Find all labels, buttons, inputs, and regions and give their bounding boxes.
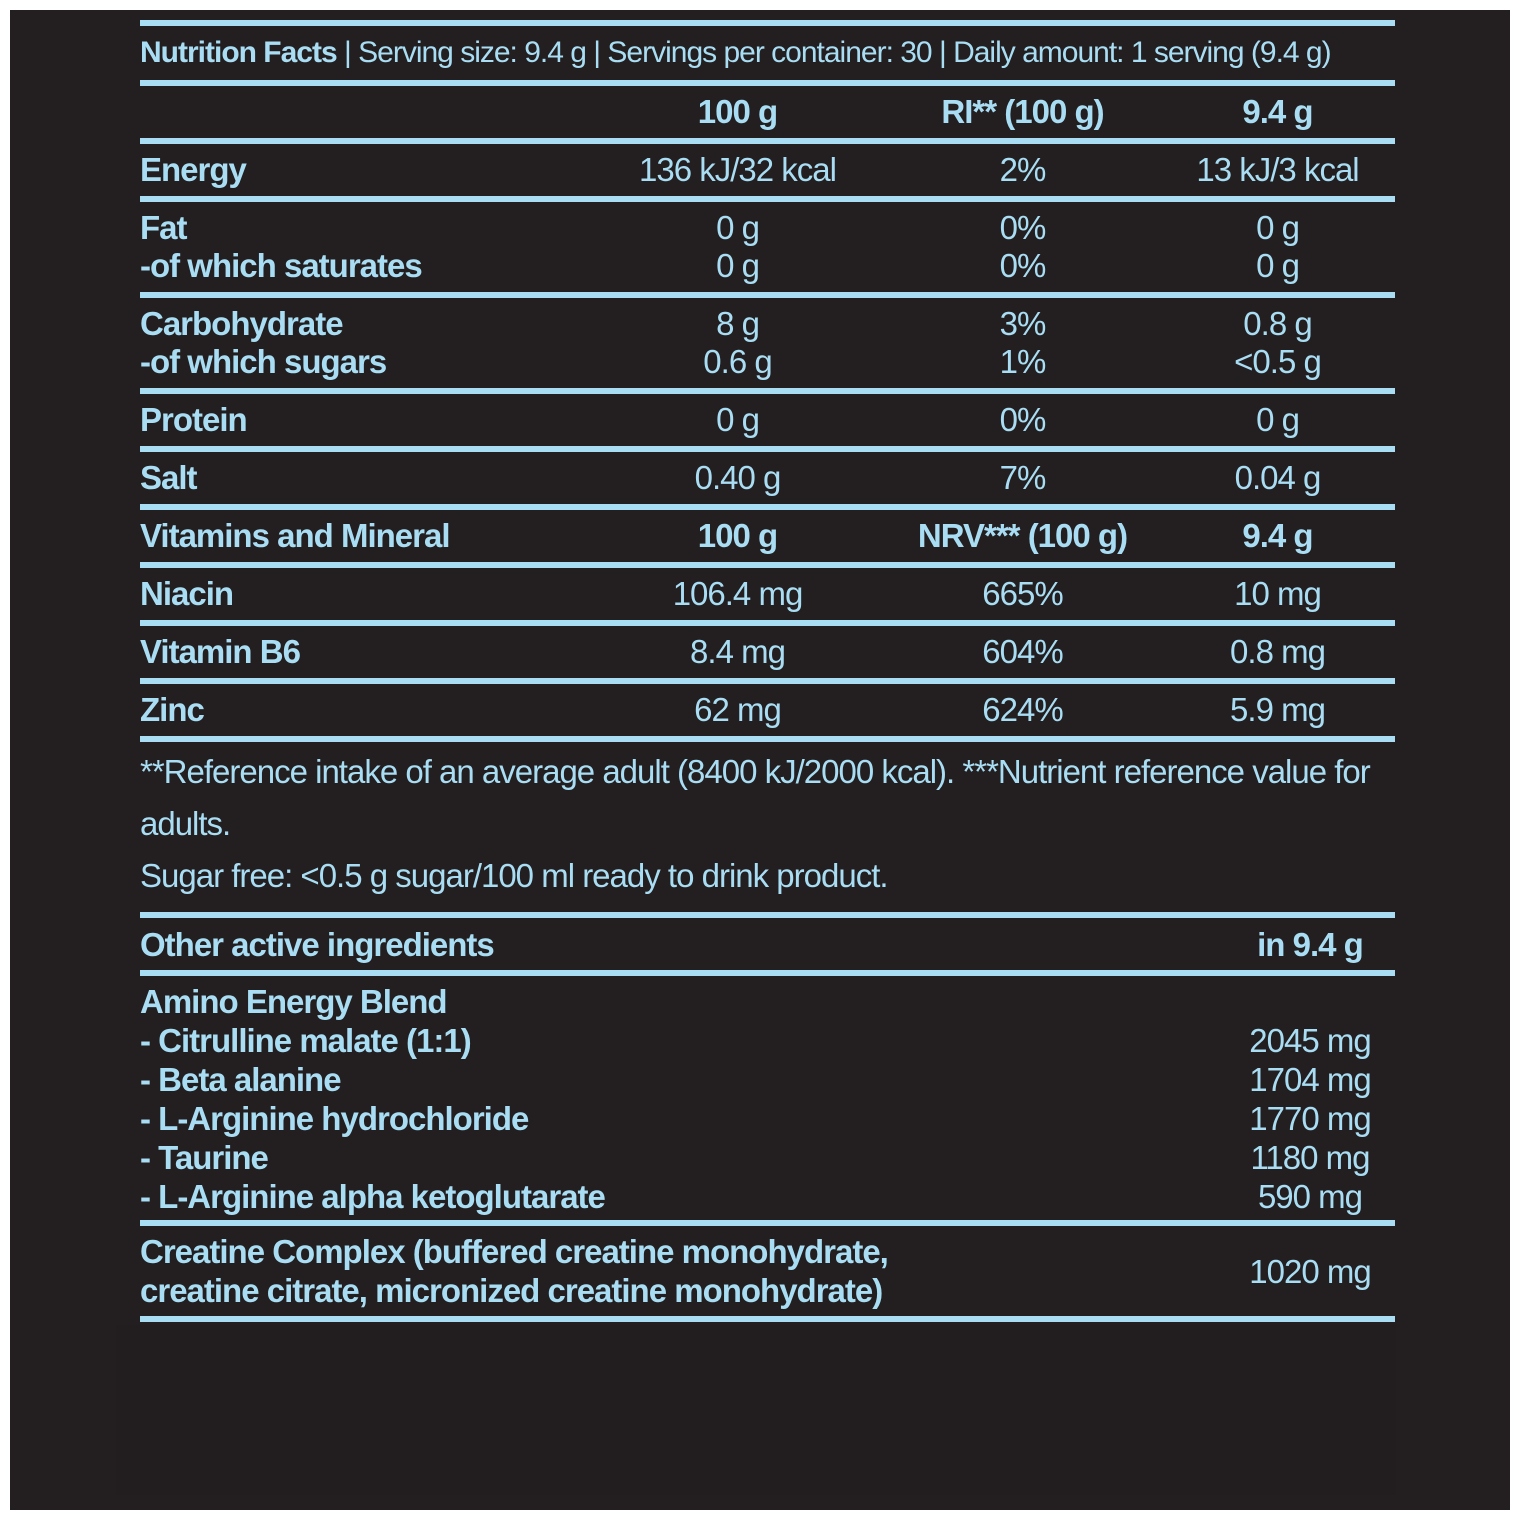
- value-sub: 0.6 g: [703, 343, 772, 380]
- column-header-row: [140, 86, 1395, 138]
- ingredient-amount: 1770 mg: [1249, 1100, 1371, 1137]
- ingredient-name: - L-Arginine alpha ketoglutarate: [140, 1178, 605, 1215]
- table-row: [140, 568, 1395, 620]
- value-nrv: 665%: [982, 575, 1063, 612]
- value-main: 8 g: [716, 305, 759, 342]
- ingredient-name: - Taurine: [140, 1139, 268, 1176]
- value-ri: [885, 305, 1160, 381]
- value-100g: 8.4 mg: [690, 633, 785, 670]
- nutrient-sub: -of which saturates: [140, 247, 422, 284]
- value-serving: [1160, 305, 1395, 381]
- column-header-serving: 9.4 g: [1242, 93, 1313, 130]
- creatine-name-line: creatine citrate, micronized creatine monohydrate): [140, 1272, 883, 1309]
- sugar-free-note: Sugar free: <0.5 g sugar/100 ml ready to drink product.: [140, 857, 888, 894]
- nutrient-main: Carbohydrate: [140, 305, 343, 342]
- value-ri: 2%: [999, 151, 1046, 188]
- value-serving: 0.8 mg: [1230, 633, 1325, 670]
- nutrient-name: Salt: [140, 459, 197, 496]
- value-main: 0%: [999, 209, 1046, 246]
- reference-intake-note: **Reference intake of an average adult (8400 kJ/2000 kcal). ***Nutrient reference value for adults.: [140, 753, 1370, 842]
- nutrition-label: [140, 20, 1395, 1380]
- nutrient-sub: -of which sugars: [140, 343, 387, 380]
- ingredient-name: - L-Arginine hydrochloride: [140, 1100, 529, 1137]
- value-100g: [590, 305, 885, 381]
- ingredient-amount: 590 mg: [1257, 1178, 1363, 1215]
- value-serving: 5.9 mg: [1230, 691, 1325, 728]
- creatine-name: [140, 1232, 1225, 1310]
- value-main: 3%: [999, 305, 1046, 342]
- amino-energy-blend: [140, 976, 1395, 1220]
- daily-amount: Daily amount: 1 serving (9.4 g): [953, 36, 1331, 69]
- list-item: [140, 1060, 1395, 1099]
- value-main: 0 g: [1256, 209, 1299, 246]
- table-row: [140, 144, 1395, 196]
- creatine-name-line: Creatine Complex (buffered creatine monohydrate,: [140, 1233, 888, 1270]
- value-sub: 0 g: [716, 247, 759, 284]
- value-serving: 0.04 g: [1234, 459, 1321, 496]
- nutrient-name: [140, 209, 590, 285]
- vitamins-header-name: Vitamins and Mineral: [140, 517, 450, 554]
- column-header-100g: 100 g: [697, 517, 778, 554]
- list-item: [140, 1099, 1395, 1138]
- table-row: [140, 298, 1395, 388]
- value-main: 0.8 g: [1243, 305, 1312, 342]
- value-serving: 13 kJ/3 kcal: [1196, 151, 1359, 188]
- ingredient-amount: 2045 mg: [1249, 1022, 1371, 1059]
- empty-area: [116, 1325, 1396, 1495]
- ingredient-amount: 1704 mg: [1249, 1061, 1371, 1098]
- value-ri: 0%: [999, 401, 1046, 438]
- blend-name: Amino Energy Blend: [140, 983, 447, 1020]
- table-row: [140, 684, 1395, 736]
- value-ri: [885, 209, 1160, 285]
- servings-per-container: Servings per container: 30: [607, 36, 932, 69]
- ingredient-amount: 1180 mg: [1250, 1139, 1370, 1176]
- creatine-amount: 1020 mg: [1249, 1252, 1371, 1290]
- blend-title-row: [140, 982, 1395, 1021]
- nutrient-main: Fat: [140, 209, 187, 246]
- vitamins-header-row: [140, 510, 1395, 562]
- column-header-100g: 100 g: [697, 93, 778, 130]
- table-row: [140, 202, 1395, 292]
- column-header-nrv: NRV*** (100 g): [917, 517, 1128, 554]
- value-serving: 10 mg: [1234, 575, 1321, 612]
- list-item: [140, 1021, 1395, 1060]
- vitamin-name: Niacin: [140, 575, 234, 612]
- separator: |: [931, 36, 954, 69]
- ingredient-name: - Beta alanine: [140, 1061, 341, 1098]
- label-header: [140, 26, 1395, 80]
- value-100g: 62 mg: [694, 691, 781, 728]
- value-nrv: 604%: [982, 633, 1063, 670]
- other-ingredients-title: Other active ingredients: [140, 925, 494, 963]
- other-ingredients-column: in 9.4 g: [1257, 925, 1363, 963]
- footnotes: [140, 742, 1395, 912]
- value-serving: 0 g: [1256, 401, 1299, 438]
- label-title: Nutrition Facts: [140, 36, 337, 69]
- creatine-row: [140, 1226, 1395, 1316]
- list-item: [140, 1138, 1395, 1177]
- nutrient-name: Energy: [140, 151, 246, 188]
- nutrient-name: Protein: [140, 401, 247, 438]
- other-ingredients-header: [140, 918, 1395, 970]
- value-ri: 7%: [999, 459, 1046, 496]
- vitamin-name: Vitamin B6: [140, 633, 300, 670]
- value-100g: 106.4 mg: [672, 575, 803, 612]
- separator: |: [585, 36, 608, 69]
- value-100g: 0 g: [716, 401, 759, 438]
- value-main: 0 g: [716, 209, 759, 246]
- ingredient-name: - Citrulline malate (1:1): [140, 1022, 471, 1059]
- nutrient-name: [140, 305, 590, 381]
- value-100g: 136 kJ/32 kcal: [639, 151, 836, 188]
- value-nrv: 624%: [982, 691, 1063, 728]
- serving-size: Serving size: 9.4 g: [358, 36, 586, 69]
- vitamin-name: Zinc: [140, 691, 204, 728]
- value-serving: [1160, 209, 1395, 285]
- value-sub: 1%: [999, 343, 1046, 380]
- column-header-serving: 9.4 g: [1242, 517, 1313, 554]
- table-row: [140, 394, 1395, 446]
- table-row: [140, 626, 1395, 678]
- value-sub: 0%: [999, 247, 1046, 284]
- value-100g: [590, 209, 885, 285]
- table-row: [140, 452, 1395, 504]
- column-header-ri: RI** (100 g): [941, 93, 1104, 130]
- value-100g: 0.40 g: [694, 459, 781, 496]
- list-item: [140, 1177, 1395, 1216]
- value-sub: 0 g: [1256, 247, 1299, 284]
- value-sub: <0.5 g: [1234, 343, 1321, 380]
- separator: |: [336, 36, 359, 69]
